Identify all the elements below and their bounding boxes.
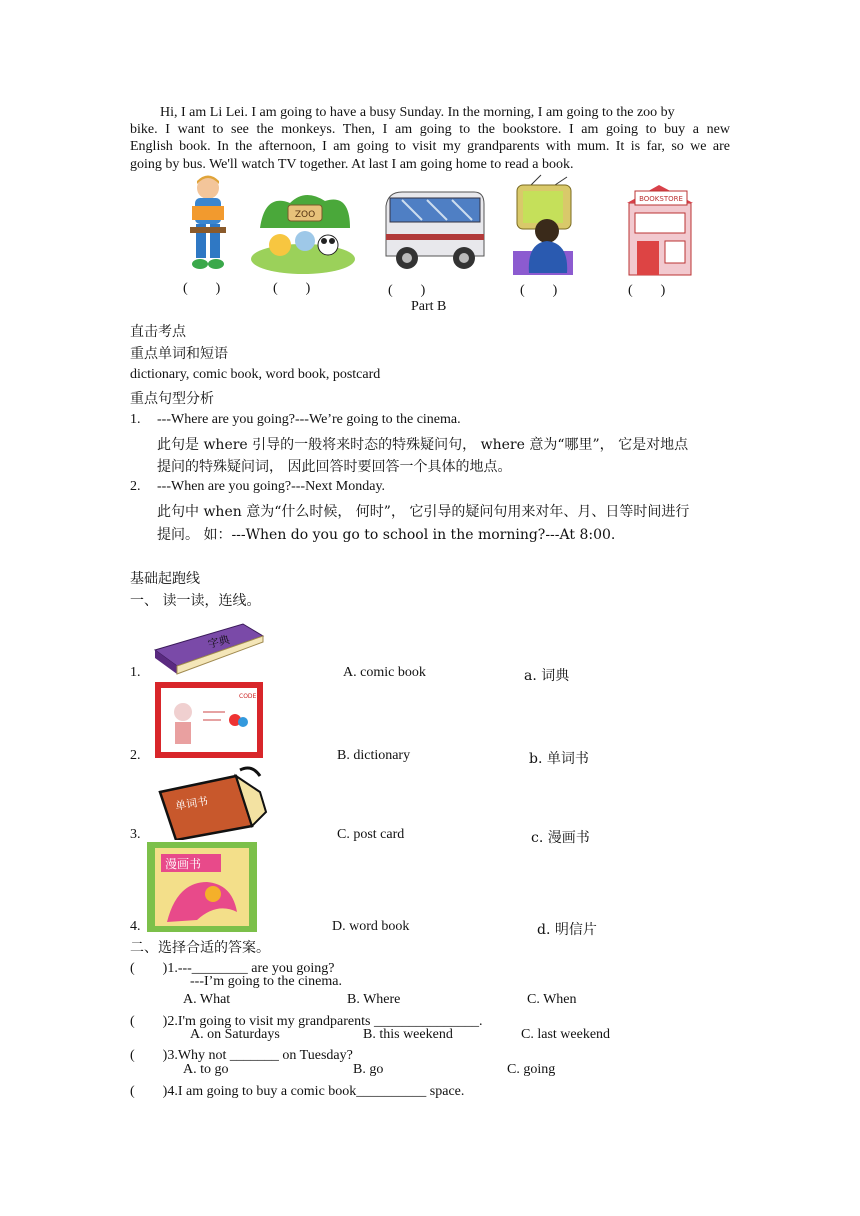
match-chinese-d[interactable]: d. 明信片: [537, 922, 597, 938]
point-1-number: 1.: [130, 412, 141, 427]
q1-sub: ---I’m going to the cinema.: [190, 974, 343, 989]
match-num-1: 1.: [130, 665, 141, 680]
q3-option-c[interactable]: C. going: [507, 1062, 556, 1077]
match-num-4: 4.: [130, 919, 141, 934]
postcard-image: [155, 682, 263, 758]
point-1-explain-2: 提问的特殊疑问词， 因此回答时要回答一个具体的地点。: [157, 459, 512, 475]
q1-option-c[interactable]: C. When: [527, 992, 577, 1007]
word-book-image: [156, 762, 268, 840]
comic-book-cover-text: 漫画书: [165, 857, 202, 871]
story-line-4: going by bus. We'll watch TV together. At last I am going home to read a book.: [130, 157, 574, 172]
section-2-title: 二、选择合适的答案。: [130, 940, 270, 956]
answer-blank-2[interactable]: ( ): [273, 281, 311, 296]
point-2-explain-2: 提问。 如：---When do you go to school in the morning?---At 8:00.: [157, 527, 616, 543]
q4-stem: ( )4.I am going to buy a comic book__________ space.: [130, 1084, 465, 1099]
zoo-image: [250, 183, 357, 276]
bookstore-image: [625, 181, 695, 276]
match-english-a[interactable]: A. comic book: [343, 665, 426, 680]
part-b-heading: Part B: [411, 299, 447, 314]
match-chinese-c[interactable]: c. 漫画书: [531, 830, 590, 846]
answer-blank-1[interactable]: ( ): [183, 281, 221, 296]
zoo-sign-text: ZOO: [294, 210, 316, 220]
match-chinese-a[interactable]: a. 词典: [524, 668, 570, 684]
bookstore-sign-text: BOOKSTORE: [639, 195, 683, 203]
boy-reading-image: [180, 172, 236, 276]
dictionary-cover-text: 字典: [206, 632, 232, 651]
q3-option-a[interactable]: A. to go: [183, 1062, 229, 1077]
postcard-code-text: CODE: [239, 693, 257, 700]
answer-blank-5[interactable]: ( ): [628, 283, 666, 298]
match-english-c[interactable]: C. post card: [337, 827, 405, 842]
match-chinese-b[interactable]: b. 单词书: [529, 751, 589, 767]
match-num-3: 3.: [130, 827, 141, 842]
story-line-1: Hi, I am Li Lei. I am going to have a busy Sunday. In the morning, I am going to the zoo by: [160, 105, 675, 120]
q1-option-a[interactable]: A. What: [183, 992, 231, 1007]
q1-stem: ( )1.---________ are you going?: [130, 961, 335, 976]
story-line-3: English book. In the afternoon, I am going to visit my grandparents with mum. It is far, so we are: [130, 139, 730, 154]
q3-option-b[interactable]: B. go: [353, 1062, 384, 1077]
point-1-question: ---Where are you going?---We’re going to the cinema.: [157, 412, 461, 427]
bus-image: [382, 186, 486, 276]
q1-option-b[interactable]: B. Where: [347, 992, 401, 1007]
dictionary-image: [147, 610, 269, 678]
kaodian-heading: 直击考点: [130, 324, 186, 340]
q2-option-c[interactable]: C. last weekend: [521, 1027, 611, 1042]
word-book-cover-text: 单词书: [174, 794, 210, 813]
sentences-heading: 重点句型分析: [130, 391, 214, 407]
match-english-d[interactable]: D. word book: [332, 919, 410, 934]
answer-blank-3[interactable]: ( ): [388, 283, 426, 298]
match-english-b[interactable]: B. dictionary: [337, 748, 411, 763]
words-heading: 重点单词和短语: [130, 346, 228, 362]
tv-watching-image: [511, 173, 576, 276]
match-num-2: 2.: [130, 748, 141, 763]
comic-book-image: [147, 842, 257, 932]
q2-option-b[interactable]: B. this weekend: [363, 1027, 453, 1042]
answer-blank-4[interactable]: ( ): [520, 283, 558, 298]
q3-stem: ( )3.Why not _______ on Tuesday?: [130, 1048, 353, 1063]
q2-option-a[interactable]: A. on Saturdays: [190, 1027, 280, 1042]
point-1-explain-1: 此句是 where 引导的一般将来时态的特殊疑问句， where 意为“哪里”， 它是对地点: [157, 437, 689, 453]
story-line-2: bike. I want to see the monkeys. Then, I am going to the bookstore. I am going to buy a new: [130, 122, 730, 137]
words-list: dictionary, comic book, word book, postcard: [130, 367, 381, 382]
point-2-explain-1: 此句中 when 意为“什么时候， 何时”， 它引导的疑问句用来对年、月、日等时间进行: [157, 504, 690, 520]
basics-heading: 基础起跑线: [130, 571, 200, 587]
point-2-question: ---When are you going?---Next Monday.: [157, 479, 386, 494]
section-1-title: 一、 读一读，连线。: [130, 593, 261, 609]
q2-stem: ( )2.I'm going to visit my grandparents _______________.: [130, 1014, 483, 1029]
point-2-number: 2.: [130, 479, 141, 494]
